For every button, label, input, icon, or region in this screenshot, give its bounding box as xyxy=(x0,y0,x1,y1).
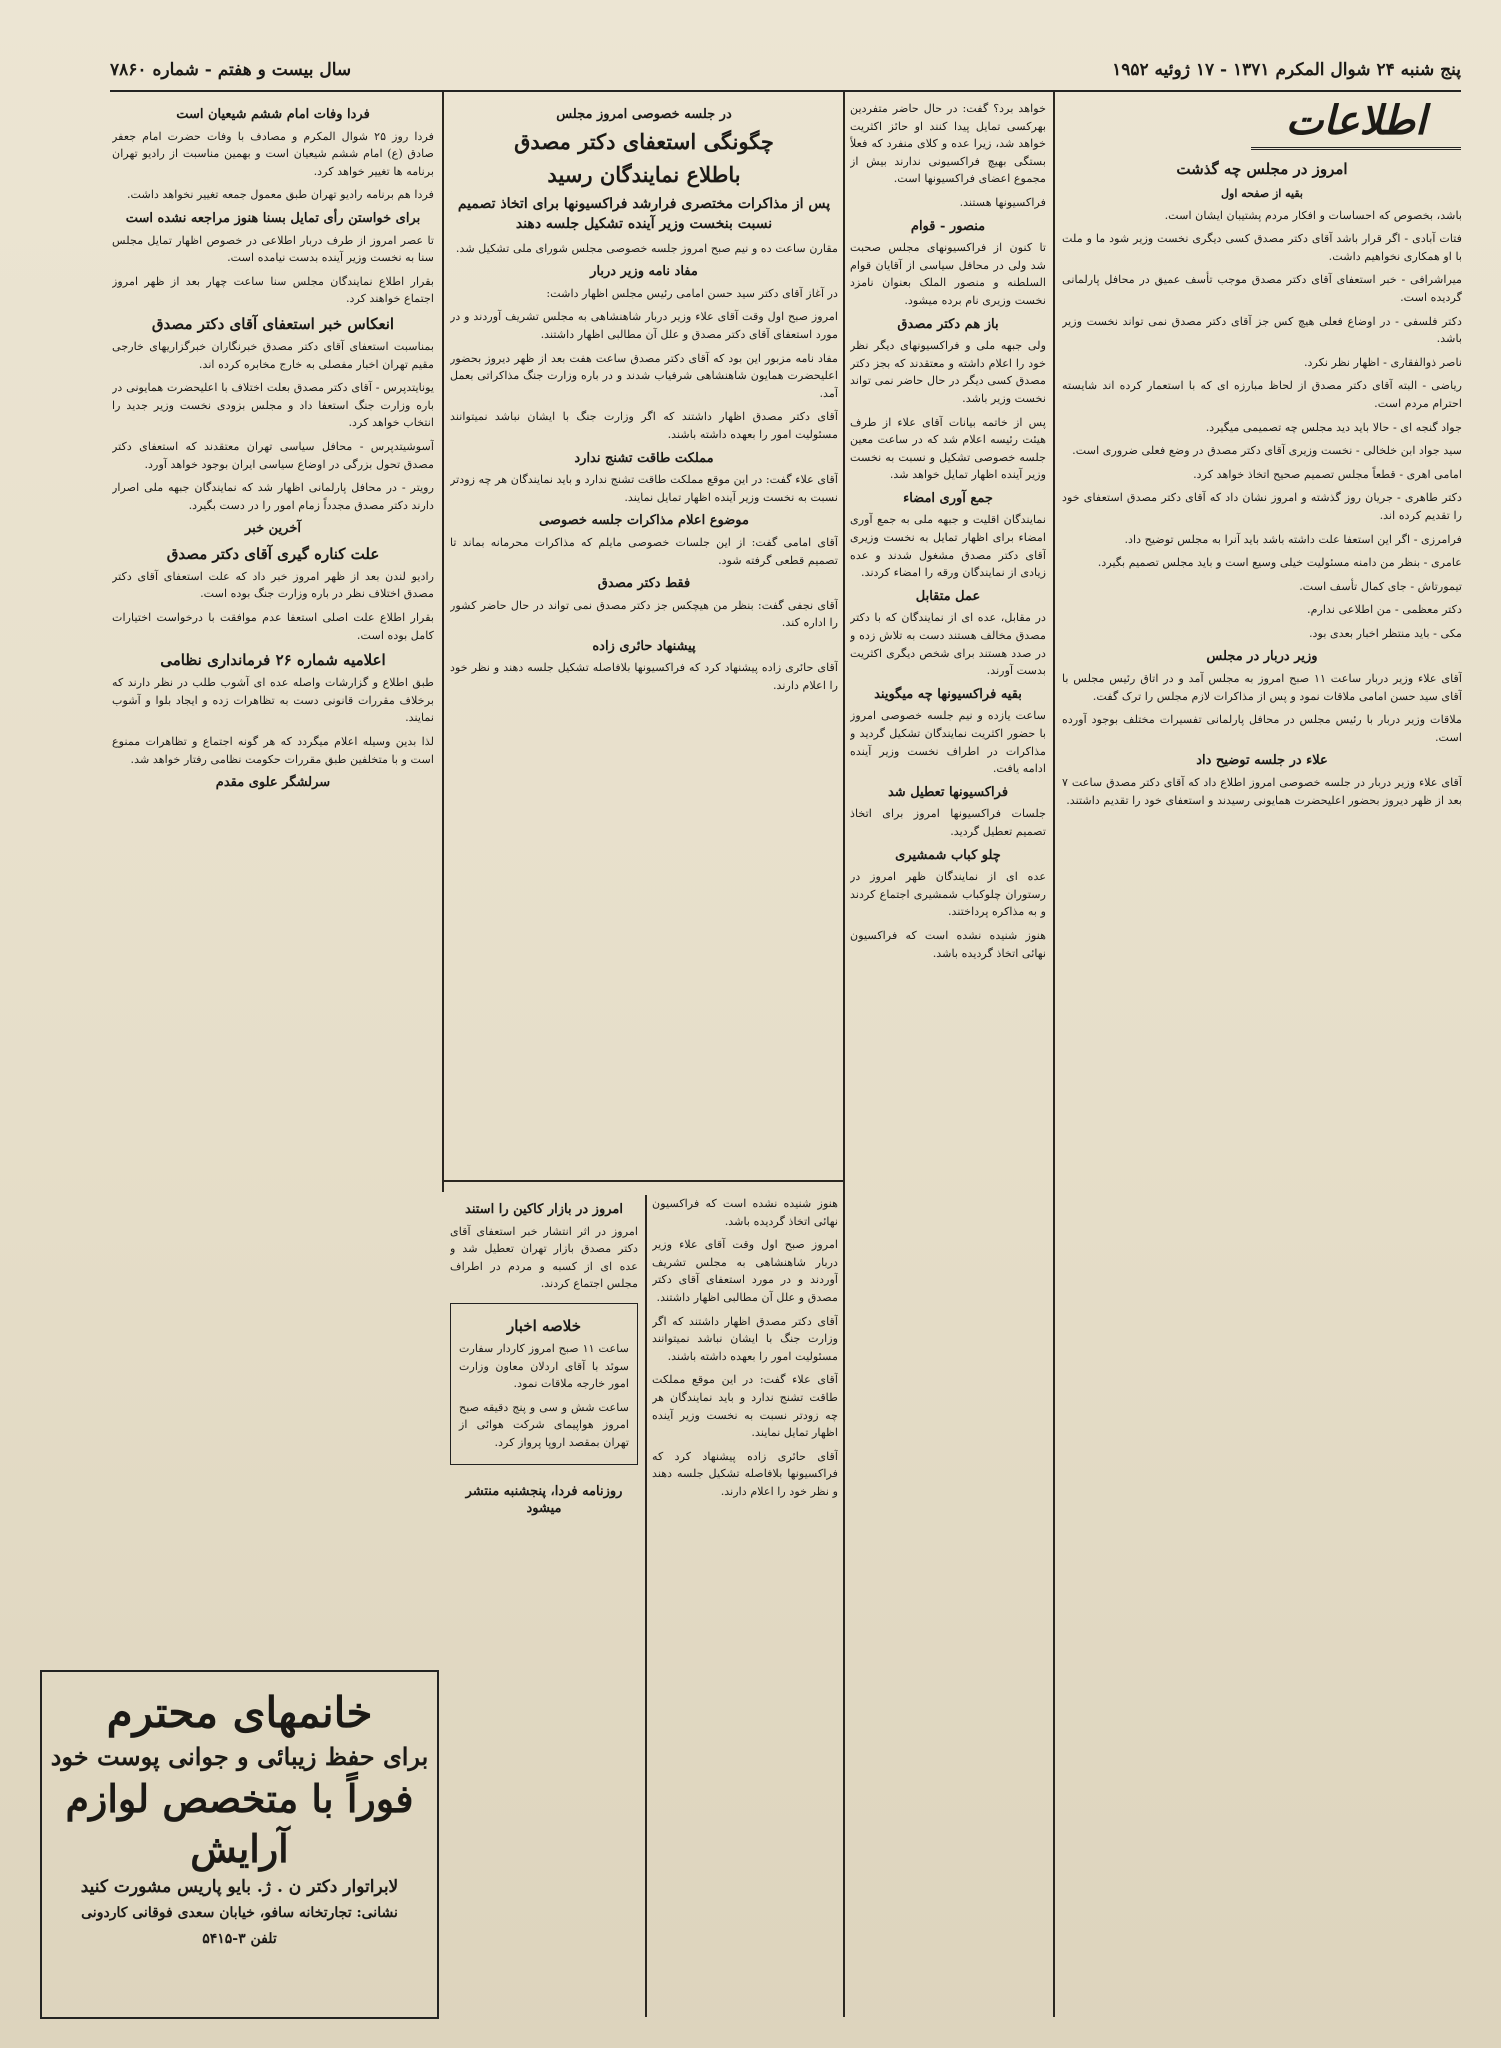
section-heading: آخرین خبر xyxy=(245,521,301,537)
paragraph: آقای علاء وزیر دربار در جلسه خصوصی امروز اطلاع داد که آقای دکتر مصدق ساعت ۷ بعد از ظهر دیروز بحضور اعلیحضرت همایونی رسیدند و استعفای خود را تقدیم داشتند. xyxy=(1062,776,1462,807)
paragraph: آسوشیتدپرس - محافل سیاسی تهران معتقدند که استعفای دکتر مصدق تحول بزرگی در اوضاع سیاسی ایران بوجود خواهد آورد. xyxy=(112,439,434,471)
issue-line: سال بیست و هفتم - شماره ۷۸۶۰ xyxy=(110,60,352,80)
paragraph: آقای امامی گفت: از این جلسات خصوصی مایلم که مذاکرات محرمانه بماند تا تصمیم قطعی گرفته شود. xyxy=(450,535,838,567)
paragraph: تا کنون از فراکسیونهای مجلس صحبت شد ولی در محافل سیاسی از آقایان قوام السلطنه و منصور الملک بعنوان نامزد نخست وزیری نام برده میشود. xyxy=(850,241,1046,307)
column-rule xyxy=(645,1195,647,2017)
paragraph: مکی - باید منتظر اخبار بعدی بود. xyxy=(1309,626,1462,640)
paragraph: هنوز شنیده نشده است که فراکسیون نهائی اتخاذ گردیده باشد. xyxy=(850,928,1046,960)
section-heading: علاء در جلسه توضیح داد xyxy=(1196,753,1328,769)
paragraph: آقای علاء گفت: در این موقع مملکت طاقت تشنج ندارد و باید نمایندگان هر چه زودتر نسبت به نخست وزیر آینده اظهار تمایل نمایند. xyxy=(652,1373,838,1440)
article-subtitle: بقیه از صفحه اول xyxy=(1221,187,1303,200)
ad-lab: لابراتوار دکتر ن . ژ. بایو پاریس مشورت کنید xyxy=(80,1877,399,1897)
paragraph: عده ای از نمایندگان ظهر امروز در رستوران چلوکباب شمشیری اجتماع کردند و به مذاکره پرداختند. xyxy=(850,870,1046,919)
paragraph: دکتر طاهری - جریان روز گذشته و امروز نشان داد که آقای دکتر مصدق استعفای خود را تقدیم کرده اند. xyxy=(1062,491,1462,522)
paragraph: خواهد برد؟ گفت: در حال حاضر متفردین بهرکسی تمایل پیدا کنند او حائز اکثریت خواهد شد، زیرا عده و کلای منفرد که فعلاً بستگی بهیچ فراکسیونی ندارند بیش از مجموع اعضای فراکسیونها است. xyxy=(850,102,1046,186)
article-title: امروز در مجلس چه گذشت xyxy=(1176,160,1348,178)
advertisement xyxy=(40,1670,439,2019)
sub-headline: پس از مذاکرات مختصری فرارشد فراکسیونها برای اتخاذ تصمیم نسبت بنخست وزیر آینده تشکیل جلسه دهند xyxy=(457,195,831,232)
ad-subtitle: برای حفظ زیبائی و جوانی پوست خود xyxy=(50,1742,429,1771)
paragraph: رادیو لندن بعد از ظهر امروز خبر داد که علت استعفای آقای دکتر مصدق اختلاف نظر در باره وزارت جنگ بوده است. xyxy=(112,569,434,601)
paragraph: ساعت ۱۱ صبح امروز کاردار سفارت سوئد با آقای اردلان معاون وزارت امور خارجه ملاقات نمود. xyxy=(459,1341,629,1391)
section-heading: باز هم دکتر مصدق xyxy=(897,316,999,332)
paragraph: جلسات فراکسیونها امروز برای اتخاذ تصمیم تعطیل گردید. xyxy=(850,807,1046,838)
column-factions xyxy=(850,100,1046,2015)
paragraph: بقرار اطلاع نمایندگان مجلس سنا ساعت چهار بعد از ظهر امروز اجتماع خواهند کرد. xyxy=(112,274,434,306)
paragraph: امروز در اثر انتشار خبر استعفای آقای دکتر مصدق بازار تهران تعطیل شد و عده ای از کسبه و مردم در اطراف مجلس اجتماع کردند. xyxy=(450,1224,638,1291)
box-title: در جلسه خصوصی امروز مجلس xyxy=(556,107,732,122)
paragraph: ریاضی - البته آقای دکتر مصدق از لحاظ مبارزه ای که با استعمار کرده اند شایسته احترام مردم است. xyxy=(1062,379,1462,410)
paragraph: تیمورتاش - جای کمال تأسف است. xyxy=(1299,579,1462,593)
paragraph: ملاقات وزیر دربار با رئیس مجلس در محافل پارلمانی تفسیرات مختلف بوجود آورده است. xyxy=(1062,713,1462,744)
paragraph: عامری - بنظر من دامنه مسئولیت خیلی وسیع است و باید مجلس تصمیم بگیرد. xyxy=(1097,556,1462,570)
column-left-news xyxy=(112,100,434,1660)
section-heading: مفاد نامه وزیر دربار xyxy=(590,264,698,280)
column-rule xyxy=(1053,92,1055,2017)
paragraph: باشد، بخصوص که احساسات و افکار مردم پشتیبان ایشان است. xyxy=(1164,208,1462,222)
section-rule xyxy=(442,1180,843,1182)
ad-title: خانمهای محترم xyxy=(106,1688,373,1737)
header-strip xyxy=(110,56,1461,92)
column-session xyxy=(450,100,838,1175)
paragraph: جواد گنجه ای - حالا باید دید مجلس چه تصمیمی میگیرد. xyxy=(1205,420,1462,434)
column-rule xyxy=(442,92,444,1192)
paragraph: میراشرافی - خبر استعفای آقای دکتر مصدق موجب تأسف عمیق در محافل پارلمانی گردیده است. xyxy=(1062,273,1462,304)
paragraph: ساعت یازده و نیم جلسه خصوصی امروز با حضور اکثریت نمایندگان تشکیل گردید و مذاکرات در اطراف نخست وزیر آینده ادامه یافت. xyxy=(850,709,1046,776)
column-rule xyxy=(843,92,845,2017)
paragraph: طبق اطلاع و گزارشات واصله عده ای آشوب طلب در نظر دارند که برخلاف مقررات قانونی دست به تظاهرات زده و ایجاد بلوا و آشوب نمایند. xyxy=(112,676,434,725)
section-heading: جمع آوری امضاء xyxy=(903,490,993,506)
paragraph: امامی اهری - قطعاً مجلس تصمیم صحیح اتخاذ خواهد کرد. xyxy=(1193,467,1462,481)
main-headline: چگونگی استعفای دکتر مصدق xyxy=(514,128,774,154)
date-line: پنج شنبه ۲۴ شوال المکرم ۱۳۷۱ - ۱۷ ژوئیه ۱۹۵۲ xyxy=(1112,60,1461,80)
paragraph: آقای حائری زاده پیشنهاد کرد که فراکسیونها بلافاصله تشکیل جلسه دهند و نظر خود را اعلام دارند. xyxy=(652,1449,838,1498)
paragraph: بمناسبت استعفای آقای دکتر مصدق خبرنگاران خبرگزاریهای خارجی مقیم تهران اخبار مفصلی به خارج مخابره کرده اند. xyxy=(112,339,434,371)
paragraph: آقای علاء وزیر دربار ساعت ۱۱ صبح امروز به مجلس آمد و در اتاق رئیس مجلس با آقای سید حسن امامی ملاقات نمود و پس از مذاکرات لازم مجلس را ترک گفت. xyxy=(1062,672,1462,703)
summary-heading: خلاصه اخبار xyxy=(506,1316,581,1335)
paragraph: ناصر ذوالفقاری - اظهار نظر نکرد. xyxy=(1304,355,1462,369)
section-heading: بقیه فراکسیونها چه میگویند xyxy=(874,686,1022,702)
ad-address: نشانی: تجارتخانه سافو، خیابان سعدی فوقانی کاردونی xyxy=(81,1905,398,1921)
column-majlis-report xyxy=(1062,155,1462,2015)
paragraph: دکتر معظمی - من اطلاعی ندارم. xyxy=(1307,603,1462,617)
main-headline-2: باطلاع نمایندگان رسید xyxy=(547,161,741,187)
paragraph: رویتر - در محافل پارلمانی اظهار شد که نمایندگان جبهه ملی اصرار دارند دکتر مصدق مجدداً زمام امور را در دست بگیرد. xyxy=(112,481,434,512)
paragraph: فردا روز ۲۵ شوال المکرم و مصادف با وفات حضرت امام جعفر صادق (ع) امام ششم شیعیان است و بهمین مناسبت از رادیو تهران برنامه ها تغییر خواهد کرد. xyxy=(112,129,434,178)
signature: سرلشگر علوی مقدم xyxy=(215,775,331,791)
paragraph: در آغاز آقای دکتر سید حسن امامی رئیس مجلس اظهار داشت: xyxy=(546,286,838,300)
section-heading: وزیر دربار در مجلس xyxy=(1206,649,1318,665)
paragraph: فراکسیونها هستند. xyxy=(959,195,1046,209)
section-heading: پیشنهاد حائری زاده xyxy=(592,638,696,654)
column-latest xyxy=(652,1195,838,2015)
paragraph: سید جواد ابن خلخالی - نخست وزیری آقای دکتر مصدق در وضع فعلی ضروری است. xyxy=(1072,444,1462,458)
paragraph: دکتر فلسفی - در اوضاع فعلی هیچ کس جز آقای دکتر مصدق نمی تواند نخست وزیر باشد. xyxy=(1062,314,1462,346)
paragraph: نمایندگان اقلیت و جبهه ملی به جمع آوری امضاء برای اظهار تمایل به نخست وزیری آقای دکتر مصدق مشغول شدند و عده زیادی از نمایندگان ورقه را امضاء کردند. xyxy=(850,513,1046,580)
paragraph: آقای علاء گفت: در این موقع مملکت طاقت تشنج ندارد و باید نمایندگان هر چه زودتر نسبت به نخست وزیر آینده اظهار تمایل نمایند. xyxy=(450,473,838,504)
section-heading: امروز در بازار کاکین را استند xyxy=(465,1202,623,1217)
section-heading: علت کناره گیری آقای دکتر مصدق xyxy=(166,544,380,563)
ad-phone: تلفن ۳-۵۴۱۵ xyxy=(202,1931,277,1947)
section-heading: برای خواستن رأی تمایل بسنا هنوز مراجعه نشده است xyxy=(125,210,421,226)
paragraph: تا عصر امروز از طرف دربار اطلاعی در خصوص اظهار تمایل مجلس سنا به نخست وزیر آینده بدست نیامده است. xyxy=(112,233,434,265)
ad-main-line: فوراً با متخصص لوازم آرایش xyxy=(65,1776,414,1871)
paragraph: مفاد نامه مزبور این بود که آقای دکتر مصدق ساعت هفت بعد از ظهر دیروز بحضور اعلیحضرت همایون شاهنشاهی شرفیاب شدند و در باره وزارت جنگ مذاکراتی بعمل آمد. xyxy=(450,351,838,400)
lead-paragraph: مقارن ساعت ده و نیم صبح امروز جلسه خصوصی مجلس شورای ملی تشکیل شد. xyxy=(455,241,838,255)
paragraph: بقرار اطلاع علت اصلی استعفا عدم موافقت با درخواست اختیارات کامل بوده است. xyxy=(112,611,434,642)
section-heading: موضوع اعلام مذاکرات جلسه خصوصی xyxy=(539,513,749,529)
paragraph: آقای نجفی گفت: بنظر من هیچکس جز دکتر مصدق نمی تواند در حال حاضر کشور را اداره کند. xyxy=(450,598,838,630)
paragraph: پس از خاتمه بیانات آقای علاء از طرف هیئت رئیسه اعلام شد که در ساعت معین جلسه خصوصی تشکیل و نسبت به نخست وزیر آینده اظهار تمایل خواهد شد. xyxy=(850,415,1046,482)
section-heading: انعکاس خبر استعفای آقای دکتر مصدق xyxy=(151,314,395,333)
paragraph: در مقابل، عده ای از نمایندگان که با دکتر مصدق مخالف هستند دست به تلاش زده و در صدد هستند برای شخص دیگری اکثریت بدست آورند. xyxy=(850,611,1046,678)
paragraph: ساعت شش و سی و پنج دقیقه صبح امروز هواپیمای شرکت هوائی از تهران بمقصد اروپا پرواز کرد. xyxy=(459,1400,629,1449)
masthead-title: اطلاعات xyxy=(1251,95,1461,150)
paragraph: فرامرزی - اگر این استعفا علت داشته باشد باید آنرا به مجلس توضیح داد. xyxy=(1124,532,1462,546)
paragraph: یونایتدپرس - آقای دکتر مصدق بعلت اختلاف با اعلیحضرت همایونی در باره وزارت جنگ استعفا داد و مجلس بزودی نخست وزیر جدید را انتخاب خواهد کرد. xyxy=(112,381,434,430)
section-heading: عمل متقابل xyxy=(915,588,981,604)
paragraph: ولی جبهه ملی و فراکسیونهای دیگر نظر خود را اعلام داشته و معتقدند که بجز دکتر مصدق کسی دیگر در حال حاضر نمی تواند نخست وزیر باشد. xyxy=(850,339,1046,405)
footer-note: روزنامه فردا، پنجشنبه منتشر میشود xyxy=(465,1483,623,1517)
paragraph: فتات آبادی - اگر قرار باشد آقای دکتر مصدق کسی دیگری نخست وزیر شود ما و ملت با او همکاری نخواهیم داشت. xyxy=(1062,232,1462,263)
section-heading: فقط دکتر مصدق xyxy=(597,576,691,592)
summary-box xyxy=(450,1303,638,1465)
paragraph: لذا بدین وسیله اعلام میگردد که هر گونه اجتماع و تظاهرات ممنوع است و با متخلفین طبق مقررات حکومت نظامی رفتار خواهد شد. xyxy=(112,735,434,766)
section-heading: منصور - قوام xyxy=(910,218,986,234)
column-news-summary xyxy=(450,1195,638,2015)
section-heading: فراکسیونها تعطیل شد xyxy=(887,784,1009,800)
paragraph: آقای دکتر مصدق اظهار داشتند که اگر وزارت جنگ با ایشان نباشد نمیتوانند مسئولیت امور را بعهده داشته باشند. xyxy=(652,1314,838,1363)
article-title: فردا وفات امام ششم شیعیان است xyxy=(176,107,370,122)
paragraph: امروز صبح اول وقت آقای علاء وزیر دربار شاهنشاهی به مجلس تشریف آوردند و در مورد استعفای آقای دکتر مصدق و علل آن مطالبی اظهار داشتند. xyxy=(450,310,838,341)
paragraph: فردا هم برنامه رادیو تهران طبق معمول جمعه تغییر نخواهد داشت. xyxy=(126,188,434,202)
section-heading: مملکت طاقت تشنج ندارد xyxy=(574,450,714,466)
paragraph: آقای حائری زاده پیشنهاد کرد که فراکسیونها بلافاصله تشکیل جلسه دهند و نظر خود را اعلام دارند. xyxy=(450,661,838,693)
paragraph: آقای دکتر مصدق اظهار داشتند که اگر وزارت جنگ با ایشان نباشد نمیتوانند مسئولیت امور را بعهده داشته باشند. xyxy=(450,410,838,441)
section-heading: چلو کباب شمشیری xyxy=(895,847,1001,863)
paragraph: امروز صبح اول وقت آقای علاء وزیر دربار شاهنشاهی به مجلس تشریف آوردند و در مورد استعفای آقای دکتر مصدق و علل آن مطالبی اظهار داشتند. xyxy=(652,1238,838,1304)
paragraph: هنوز شنیده نشده است که فراکسیون نهائی اتخاذ گردیده باشد. xyxy=(652,1197,838,1228)
section-heading: اعلامیه شماره ۲۶ فرمانداری نظامی xyxy=(160,651,386,670)
